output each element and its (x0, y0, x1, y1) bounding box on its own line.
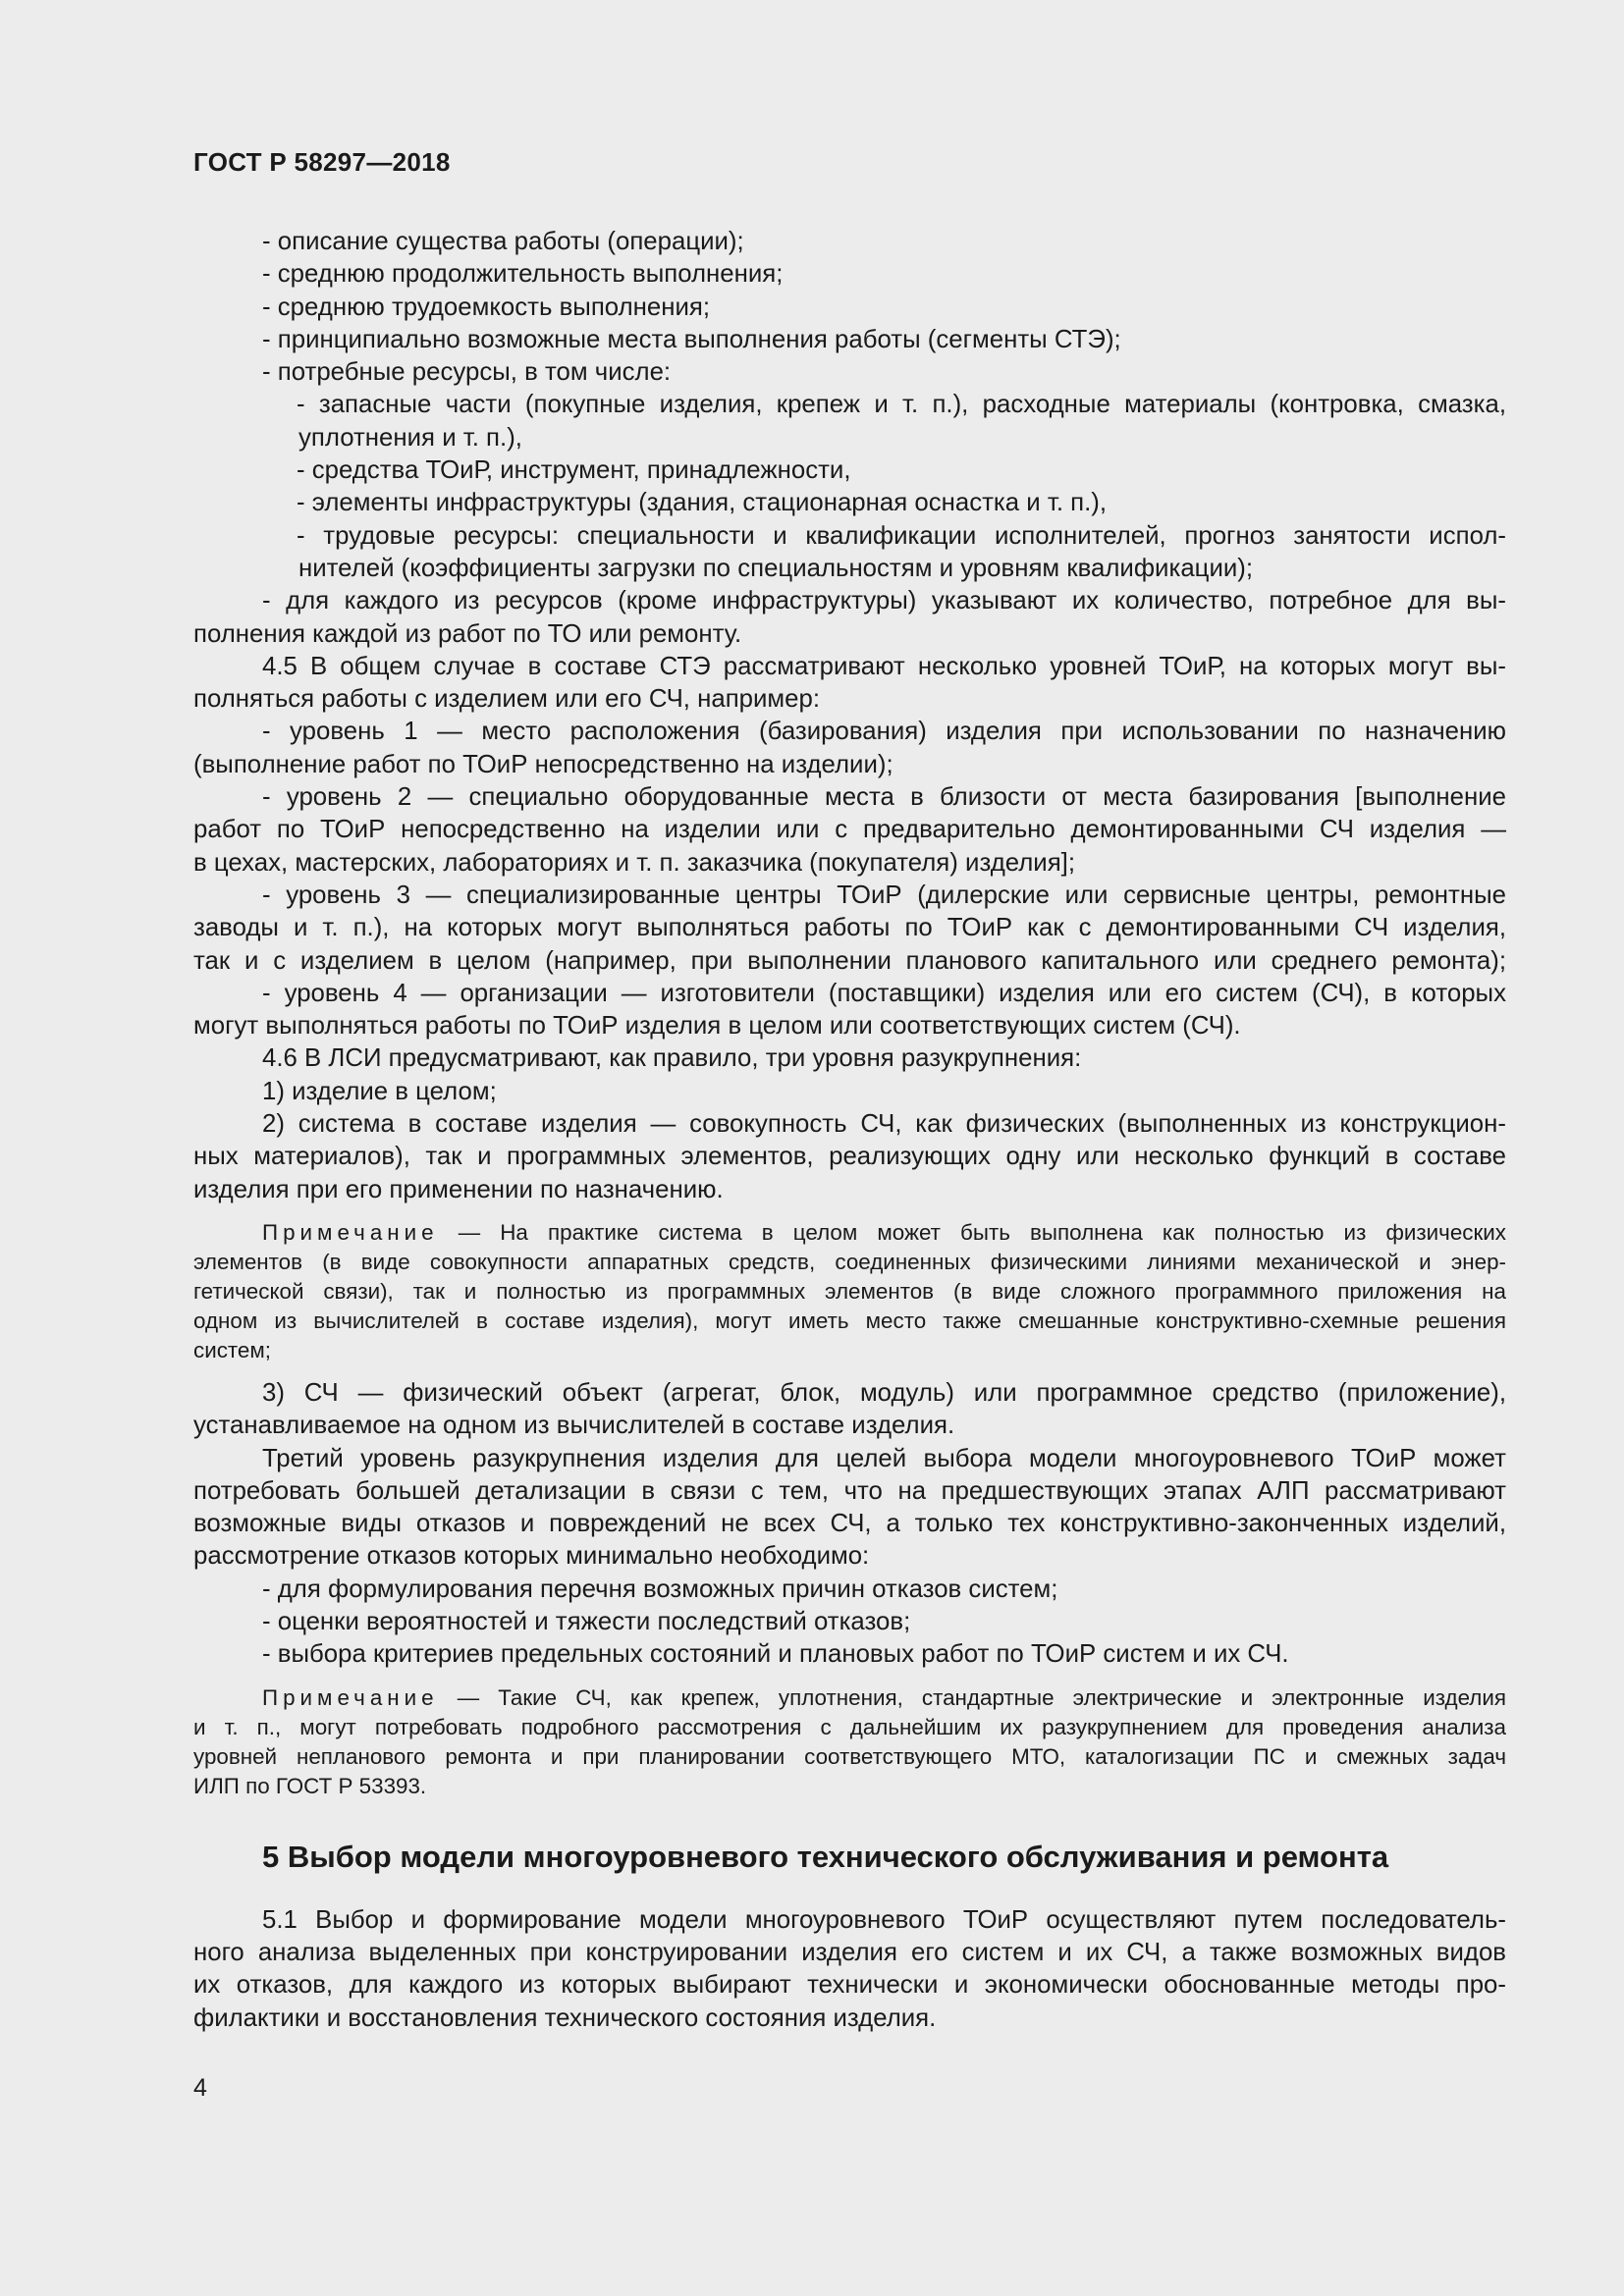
paragraph-line: - уровень 3 — специализированные центры ТОиР (дилерские или сервисные центры, ремонтные (262, 881, 1506, 909)
paragraph-line: - уровень 1 — место расположения (базирования) изделия при использовании по назначению (262, 718, 1506, 746)
note-line: одном из вычислителей в составе изделия), могут иметь место также смешанные конструктивно-схемные решения (193, 1308, 1506, 1333)
note-line (193, 1218, 1506, 1248)
paragraph-line: - уровень 2 — специально оборудованные места в близости от места базирования [выполнение (262, 783, 1506, 812)
paragraph-line: их отказов, для каждого из которых выбирают технически и экономически обоснованные методы про- (193, 1971, 1506, 2000)
paragraph-line: 5.1 Выбор и формирование модели многоуровневого ТОиР осуществляют путем последователь- (262, 1905, 1506, 1934)
document-header: ГОСТ Р 58297—2018 (193, 147, 451, 177)
note-label: Примечание (262, 1219, 439, 1245)
paragraph-line: ного анализа выделенных при конструировании изделия его систем и их СЧ, а также возможных видов (193, 1939, 1506, 1967)
paragraph-line: 2) система в составе изделия — совокупность СЧ, как физических (выполненных из конструкцион- (262, 1110, 1506, 1139)
note-block (193, 1683, 1506, 1801)
sublist-item: - средства ТОиР, инструмент, принадлежности, (297, 456, 851, 485)
note-dash: — (458, 1219, 481, 1245)
note-line: элементов (в виде совокупности аппаратных средств, соединенных физическими линиями механической и энер- (193, 1249, 1506, 1274)
list-item: - для формулирования перечня возможных причин отказов систем; (262, 1575, 1058, 1603)
paragraph-line: - для каждого из ресурсов (кроме инфраструктуры) указывают их количество, потребное для вы- (262, 587, 1506, 615)
paragraph-line: - уровень 4 — организации — изготовители (поставщики) изделия или его систем (СЧ), в которых (262, 979, 1506, 1007)
note-label: Примечание (262, 1684, 439, 1710)
paragraph-line: в цехах, мастерских, лабораториях и т. п. заказчика (покупателя) изделия]; (193, 848, 1076, 877)
note-line: и т. п., могут потребовать подробного рассмотрения с дальнейшим их разукрупнением для проведения анализа (193, 1714, 1506, 1739)
list-item: - описание существа работы (операции); (262, 228, 744, 255)
sublist-item-cont: уплотнения и т. п.), (298, 423, 522, 452)
list-item: - потребные ресурсы, в том числе: (262, 358, 672, 387)
note-line (193, 1683, 1506, 1713)
sublist-item: - запасные части (покупные изделия, крепеж и т. п.), расходные материалы (контровка, смазка, (297, 391, 1506, 419)
sublist-item: - элементы инфраструктуры (здания, стационарная оснастка и т. п.), (297, 489, 1108, 517)
paragraph-line: работ по ТОиР непосредственно на изделии или с предварительно демонтированными СЧ изделия — (193, 816, 1506, 844)
paragraph-line: так и с изделием в целом (например, при выполнении планового капитального или среднего ремонта); (193, 946, 1506, 975)
paragraph-line: могут выполняться работы по ТОиР изделия в целом или соответствующих систем (СЧ). (193, 1012, 1241, 1041)
list-item: - выбора критериев предельных состояний и плановых работ по ТОиР систем и их СЧ. (262, 1640, 1289, 1669)
paragraph-line: 1) изделие в целом; (262, 1077, 497, 1105)
paragraph-line: полняться работы с изделием или его СЧ, например: (193, 685, 821, 714)
list-item: - среднюю трудоемкость выполнения; (262, 293, 711, 321)
note-line: гетической связи), так и полностью из программных элементов (в виде сложного программного приложения на (193, 1278, 1506, 1304)
page-number: 4 (193, 2074, 207, 2102)
note-line: уровней непланового ремонта и при планировании соответствующего МТО, каталогизации ПС и смежных задач (193, 1743, 1506, 1769)
note-line: ИЛП по ГОСТ Р 53393. (193, 1773, 427, 1798)
paragraph-line: 4.6 В ЛСИ предусматривают, как правило, три уровня разукрупнения: (262, 1044, 1082, 1073)
paragraph-line: рассмотрение отказов которых минимально необходимо: (193, 1542, 870, 1571)
paragraph-line: Третий уровень разукрупнения изделия для целей выбора модели многоуровневого ТОиР может (262, 1444, 1506, 1472)
sublist-item-cont: нителей (коэффициенты загрузки по специальностям и уровням квалификации); (298, 554, 1254, 582)
paragraph-line: 4.5 В общем случае в составе СТЭ рассматривают несколько уровней ТОиР, на которых могут вы- (262, 652, 1506, 680)
document-body (193, 226, 1506, 2035)
list-item: - принципиально возможные места выполнения работы (сегменты СТЭ); (262, 325, 1121, 353)
list-item: - среднюю продолжительность выполнения; (262, 260, 784, 289)
paragraph-line: 3) СЧ — физический объект (агрегат, блок, модуль) или программное средство (приложение), (262, 1378, 1506, 1407)
paragraph-line: (выполнение работ по ТОиР непосредственно на изделии); (193, 750, 893, 778)
paragraph-line: заводы и т. п.), на которых могут выполняться работы по ТОиР как с демонтированными СЧ изделия, (193, 914, 1506, 942)
paragraph-line: возможные виды отказов и повреждений не всех СЧ, а только тех конструктивно-законченных изделий, (193, 1510, 1506, 1538)
list-item: - оценки вероятностей и тяжести последствий отказов; (262, 1607, 911, 1635)
paragraph-line: потребовать большей детализации в связи с тем, что на предшествующих этапах АЛП рассматривают (193, 1476, 1506, 1505)
paragraph-line: филактики и восстановления технического состояния изделия. (193, 2003, 937, 2032)
paragraph-line: ных материалов), так и программных элементов, реализующих одну или несколько функций в составе (193, 1143, 1506, 1171)
note-block (193, 1218, 1506, 1365)
paragraph-line: полнения каждой из работ по ТО или ремонту. (193, 619, 742, 648)
section-heading: 5 Выбор модели многоуровневого технического обслуживания и ремонта (262, 1839, 1389, 1874)
note-line: систем; (193, 1337, 271, 1362)
note-text: Такие СЧ, как крепеж, уплотнения, стандартные электрические и электронные изделия (498, 1684, 1506, 1710)
note-text: На практике система в целом может быть выполнена как полностью из физических (500, 1219, 1506, 1245)
sublist-item: - трудовые ресурсы: специальности и квалификации исполнителей, прогноз занятости испол- (297, 521, 1506, 550)
note-dash: — (457, 1684, 480, 1710)
paragraph-line: изделия при его применении по назначению. (193, 1175, 724, 1203)
paragraph-line: устанавливаемое на одном из вычислителей в составе изделия. (193, 1412, 955, 1440)
